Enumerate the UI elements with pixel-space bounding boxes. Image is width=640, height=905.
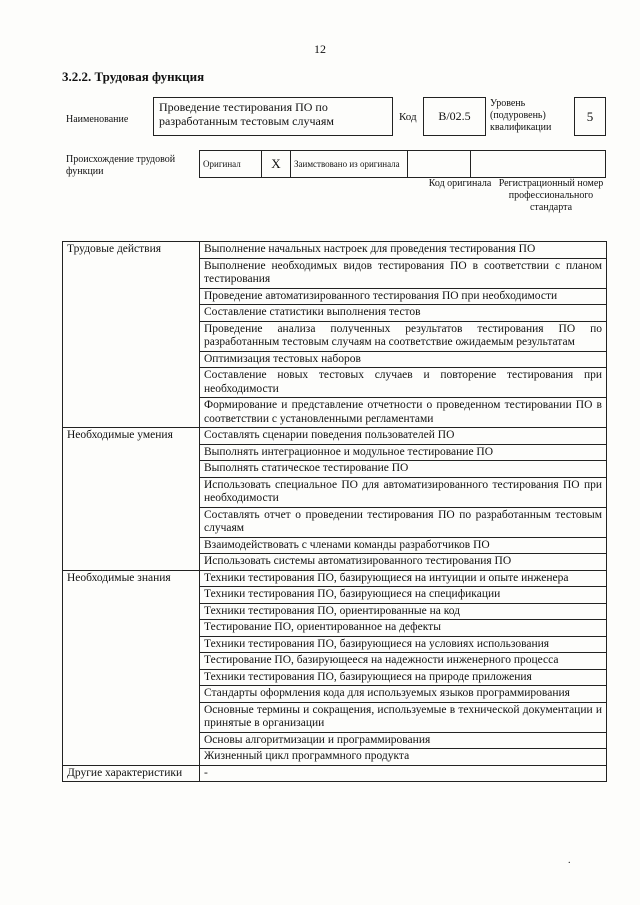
list-item: Жизненный цикл программного продукта xyxy=(200,749,607,766)
table-row xyxy=(63,461,607,478)
section-title-spacer xyxy=(63,653,200,670)
table-row xyxy=(63,444,607,461)
table-row xyxy=(63,686,607,703)
list-item: Выполнение необходимых видов тестирования ПО в соответствии с планом тестирования xyxy=(200,258,607,288)
section-title-spacer xyxy=(63,368,200,398)
section-title-spacer xyxy=(63,288,200,305)
table-row xyxy=(63,603,607,620)
origin-reg-cell xyxy=(471,151,606,178)
origin-label: Происхождение трудовой функции xyxy=(66,154,176,177)
list-item: Техники тестирования ПО, базирующиеся на интуиции и опыте инженера xyxy=(200,570,607,587)
origin-mark-cell: X xyxy=(262,151,291,178)
section-title: 3.2.2. Трудовая функция xyxy=(62,69,205,84)
section-title-spacer xyxy=(63,321,200,351)
list-item: Основы алгоритмизации и программирования xyxy=(200,732,607,749)
table-row xyxy=(63,288,607,305)
list-item: Тестирование ПО, ориентированное на дефекты xyxy=(200,620,607,637)
section-title-spacer xyxy=(63,587,200,604)
section-title-spacer xyxy=(63,305,200,322)
list-item: Составление статистики выполнения тестов xyxy=(200,305,607,322)
section-title-spacer xyxy=(63,702,200,732)
section-title-spacer xyxy=(63,749,200,766)
table-row xyxy=(63,428,607,445)
section-title-spacer xyxy=(63,258,200,288)
name-label: Наименование xyxy=(66,114,129,125)
list-item: Взаимодействовать с членами команды разработчиков ПО xyxy=(200,537,607,554)
list-item: Техники тестирования ПО, базирующиеся на условиях использования xyxy=(200,636,607,653)
table-row xyxy=(63,702,607,732)
table-row xyxy=(63,749,607,766)
list-item: Составлять отчет о проведении тестирования ПО по разработанным тестовым случаям xyxy=(200,507,607,537)
section-title-spacer xyxy=(63,444,200,461)
list-item: Тестирование ПО, базирующееся на надежности инженерного процесса xyxy=(200,653,607,670)
section-title-spacer xyxy=(63,669,200,686)
level-value-box: 5 xyxy=(574,97,606,136)
section-title-spacer xyxy=(63,620,200,637)
section-title-cell: Трудовые действия xyxy=(63,242,200,259)
origin-borrowed-cell: Заимствовано из оригинала xyxy=(291,151,408,178)
table-row xyxy=(63,554,607,571)
section-title-spacer xyxy=(63,461,200,478)
list-item: Составлять сценарии поведения пользователей ПО xyxy=(200,428,607,445)
origin-original-cell: Оригинал xyxy=(200,151,262,178)
section-title-spacer xyxy=(63,636,200,653)
table-row xyxy=(63,368,607,398)
list-item: Основные термины и сокращения, используемые в технической документации и принятые в организации xyxy=(200,702,607,732)
table-row xyxy=(63,321,607,351)
list-item: Составление новых тестовых случаев и повторение тестирования при необходимости xyxy=(200,368,607,398)
table-row xyxy=(63,620,607,637)
table-row xyxy=(63,305,607,322)
list-item: Техники тестирования ПО, базирующиеся на спецификации xyxy=(200,587,607,604)
list-item: Проведение анализа полученных результатов тестирования ПО по разработанным тестовым случаям на соответствие ожидаемым результатам xyxy=(200,321,607,351)
table-row xyxy=(63,570,607,587)
section-title-cell: Необходимые умения xyxy=(63,428,200,445)
section-title-spacer xyxy=(63,732,200,749)
section-title-spacer xyxy=(63,603,200,620)
list-item: Использовать специальное ПО для автоматизированного тестирования ПО при необходимости xyxy=(200,477,607,507)
table-row xyxy=(63,398,607,428)
level-label: Уровень (подуровень) квалификации xyxy=(490,98,552,133)
caption-code-original: Код оригинала xyxy=(428,178,492,189)
table-row xyxy=(63,477,607,507)
table-row xyxy=(63,732,607,749)
origin-code-cell xyxy=(408,151,471,178)
table-row xyxy=(63,507,607,537)
table-row xyxy=(63,636,607,653)
code-value-box: B/02.5 xyxy=(423,97,486,136)
table-row xyxy=(63,653,607,670)
section-title-spacer xyxy=(63,351,200,368)
bottom-mark: . xyxy=(568,855,571,866)
list-item: Техники тестирования ПО, базирующиеся на природе приложения xyxy=(200,669,607,686)
section-title-spacer xyxy=(63,477,200,507)
list-item: Использовать системы автоматизированного тестирования ПО xyxy=(200,554,607,571)
list-item: Стандарты оформления кода для используемых языков программирования xyxy=(200,686,607,703)
function-name-box: Проведение тестирования ПО по разработанным тестовым случаям xyxy=(153,97,393,136)
caption-reg-number: Регистрационный номер профессионального стандарта xyxy=(498,178,604,213)
list-item: Выполнять интеграционное и модульное тестирование ПО xyxy=(200,444,607,461)
list-item: Техники тестирования ПО, ориентированные на код xyxy=(200,603,607,620)
table-row xyxy=(63,587,607,604)
origin-table xyxy=(199,150,606,178)
section-title-spacer xyxy=(63,507,200,537)
list-item: Формирование и представление отчетности о проведенном тестировании ПО в соответствии с установленными регламентами xyxy=(200,398,607,428)
table-row xyxy=(63,765,607,782)
table-row xyxy=(63,351,607,368)
list-item: - xyxy=(200,765,607,782)
main-table xyxy=(62,241,607,782)
section-title-cell: Другие характеристики xyxy=(63,765,200,782)
list-item: Оптимизация тестовых наборов xyxy=(200,351,607,368)
section-title-spacer xyxy=(63,554,200,571)
section-title-spacer xyxy=(63,686,200,703)
table-row xyxy=(63,242,607,259)
list-item: Проведение автоматизированного тестирования ПО при необходимости xyxy=(200,288,607,305)
section-title-spacer xyxy=(63,398,200,428)
section-title-spacer xyxy=(63,537,200,554)
table-row xyxy=(63,258,607,288)
table-row xyxy=(63,537,607,554)
page-number: 12 xyxy=(314,42,326,56)
list-item: Выполнение начальных настроек для проведения тестирования ПО xyxy=(200,242,607,259)
section-title-cell: Необходимые знания xyxy=(63,570,200,587)
table-row xyxy=(63,669,607,686)
list-item: Выполнять статическое тестирование ПО xyxy=(200,461,607,478)
code-label: Код xyxy=(399,111,417,123)
